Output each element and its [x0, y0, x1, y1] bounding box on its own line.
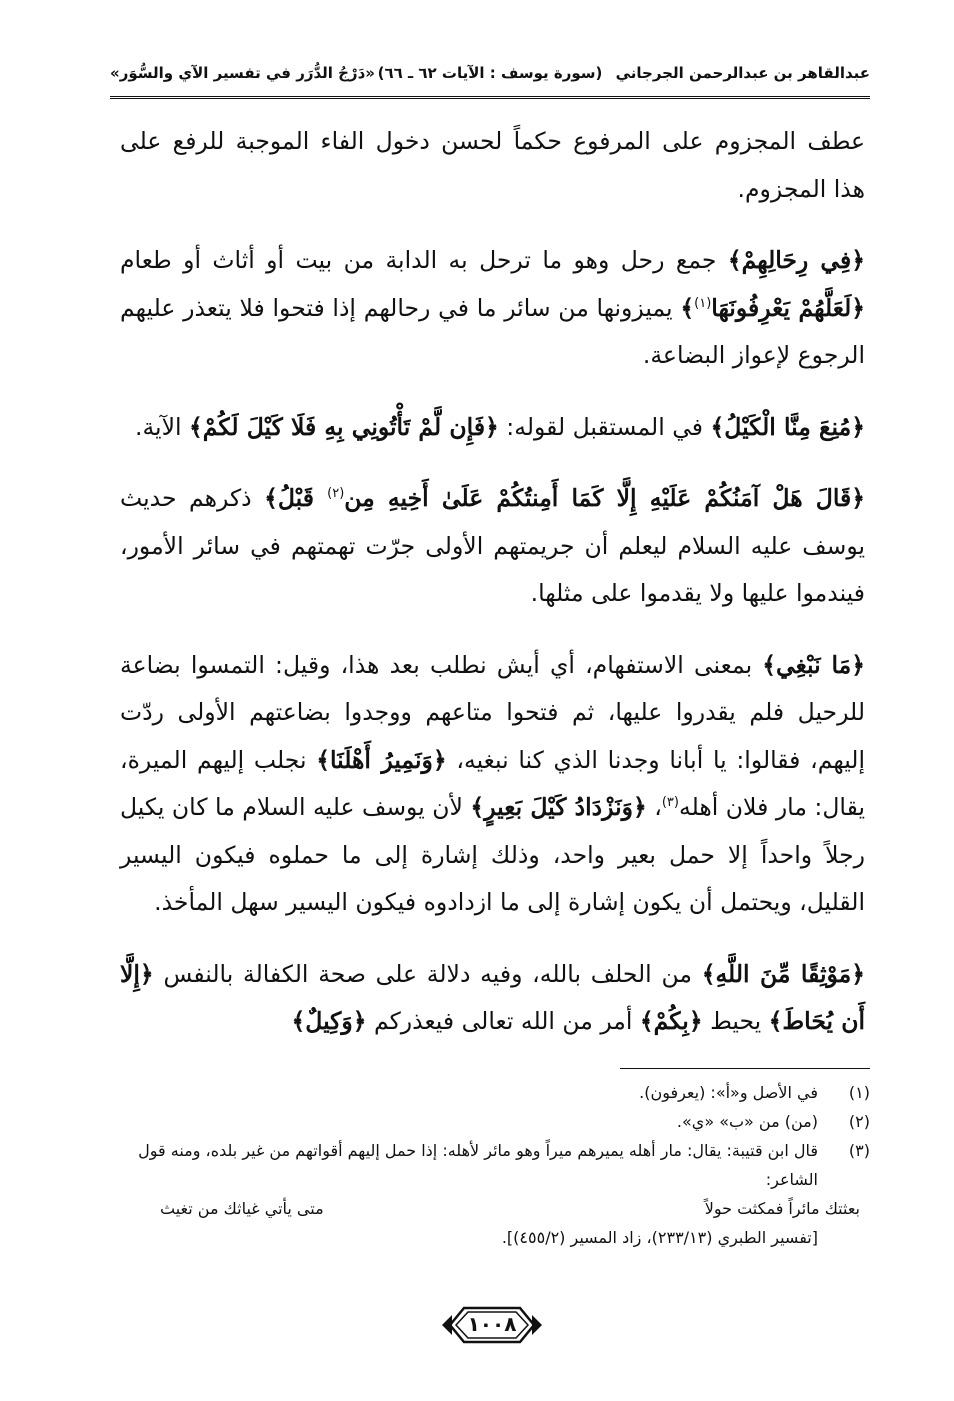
footnote-number: (٢) — [848, 1112, 870, 1131]
poem-hemistich-first: بعثتك مائراً فمكثت حولاً — [704, 1199, 860, 1218]
quran-quote: ﴿فِي رِحَالِهِمْ﴾ — [727, 246, 865, 274]
quran-quote: ﴿فَإِن لَّمْ تَأْتُونِي بِهِ فَلَا كَيْلَ لَكُمْ﴾ — [188, 412, 499, 441]
page-number-ornament — [442, 1302, 542, 1348]
quran-quote: ﴿إِلَّا أَن يُحَاطَ﴾ — [120, 959, 865, 1035]
commentary-text: ، — [646, 793, 662, 821]
quran-quote: ﴿وَنَزْدَادُ كَيْلَ بَعِيرٍ﴾ — [470, 793, 647, 821]
footnote-ref: (٣) — [661, 795, 679, 811]
quran-quote: ﴿وَكِيلٌ﴾ — [291, 1007, 367, 1035]
footnote — [120, 1078, 870, 1107]
quran-quote: ﴿قَالَ هَلْ آمَنُكُمْ عَلَيْهِ إِلَّا كَمَا أَمِنتُكُمْ عَلَىٰ أَخِيهِ مِن — [344, 484, 865, 512]
commentary-text: لأن يوسف عليه السلام ما كان يكيل رجلاً واحداً إلا حمل بعير واحد، وذلك إشارة إلى ما حملوه فيكون اليسير القليل، ويحتمل أن يكون إشارة إلى ما ازدادوه فيكون اليسير سهل المأخذ. — [120, 793, 865, 916]
header-author: عبدالقاهر بن عبدالرحمن الجرجاني — [615, 64, 870, 82]
paragraph — [120, 404, 865, 452]
footnote-divider — [620, 1068, 870, 1069]
commentary-text: جمع رحل وهو ما ترحل به الدابة من بيت أو أثاث أو طعام — [120, 246, 728, 274]
running-header — [110, 58, 870, 94]
footnote — [120, 1136, 870, 1194]
quran-quote: ﴾ — [680, 293, 695, 322]
paragraph — [120, 642, 865, 927]
paragraph — [120, 951, 865, 1046]
commentary-text: في المستقبل لقوله: — [498, 412, 711, 441]
commentary-text: يحيط — [702, 1007, 769, 1035]
commentary-text: ذكرهم حديث يوسف عليه السلام ليعلم أن جريمتهم الأولى جرّت تهمتهم في سائر الأمور، فيندموا عليها ولا يقدموا على مثلها. — [120, 484, 865, 607]
footnote-text: في الأصل و«أ»: (يعرفون). — [639, 1083, 818, 1102]
commentary-text: من الحلف بالله، وفيه دلالة على صحة الكفالة بالنفس — [153, 959, 702, 988]
header-surah-range: (سورة يوسف : الآيات ٦٢ ـ ٦٦) — [377, 64, 603, 82]
poem-source: [تفسير الطبري (٢٣٣/١٣)، زاد المسير (٤٥٥/٢)]. — [501, 1228, 818, 1247]
footnote — [120, 1107, 870, 1136]
quran-quote: قَبْلُ﴾ — [264, 484, 328, 512]
footnote-number: (٣) — [848, 1141, 870, 1160]
footnote-ref: (٢) — [327, 486, 345, 502]
header-book-title: «دَرْجُ الدُّرَر في تفسير الآي والسُّوَر» — [110, 64, 375, 82]
paragraph — [120, 118, 865, 213]
quran-quote: ﴿مَا نَبْغِي﴾ — [762, 650, 865, 679]
commentary-text: أمر من الله تعالى فيعذركم — [366, 1007, 640, 1035]
quran-quote: ﴿لَعَلَّهُمْ يَعْرِفُونَهَا — [711, 293, 866, 322]
footnotes — [120, 1078, 870, 1252]
paragraph — [120, 237, 865, 380]
commentary-text: يميزونها من سائر ما في رحالهم إذا فتحوا فلا يتعذر عليهم الرجوع لإعواز البضاعة. — [120, 293, 865, 369]
footnote-text: (من) من «ب» «ي». — [676, 1112, 818, 1131]
quran-quote: ﴿مَوْثِقًا مِّنَ اللَّهِ﴾ — [701, 959, 865, 988]
footnote-ref: (١) — [694, 295, 712, 311]
poem-hemistich-second: متى يأتي غياثك من تغيث — [160, 1199, 324, 1218]
quran-quote: ﴿مُنِعَ مِنَّا الْكَيْلُ﴾ — [710, 412, 865, 441]
commentary-text: عطف المجزوم على المرفوع حكماً لحسن دخول الفاء الموجبة للرفع على هذا المجزوم. — [120, 127, 865, 203]
footnote-text: قال ابن قتيبة: يقال: مار أهله يميرهم ميراً وهو مائر لأهله: إذا حمل إليهم أقواتهم من غير بلده، ومنه قول الشاعر: — [138, 1141, 818, 1189]
commentary-text: نجلب إليهم الميرة، يقال: مار فلان أهله — [120, 745, 866, 821]
header-divider — [110, 96, 870, 99]
commentary-text: الآية. — [134, 412, 189, 441]
footnote-number: (١) — [848, 1083, 870, 1102]
commentary-text: بمعنى الاستفهام، أي أيش نطلب بعد هذا، وقيل: التمسوا بضاعة للرحيل فلم يقدروا عليها، ثم فتحوا متاعهم ووجدوا بضاعتهم الأولى ردّت إليهم، فقالوا: يا أبانا وجدنا الذي كنا نبغيه، — [120, 650, 865, 774]
page-number: ١٠٠٨ — [467, 1312, 517, 1336]
quran-quote: ﴿وَنَمِيرُ أَهْلَنَا﴾ — [316, 745, 447, 774]
main-text — [120, 118, 865, 1070]
poem-verse — [120, 1194, 870, 1223]
paragraph — [120, 475, 865, 618]
quran-quote: ﴿بِكُمْ﴾ — [639, 1007, 703, 1035]
